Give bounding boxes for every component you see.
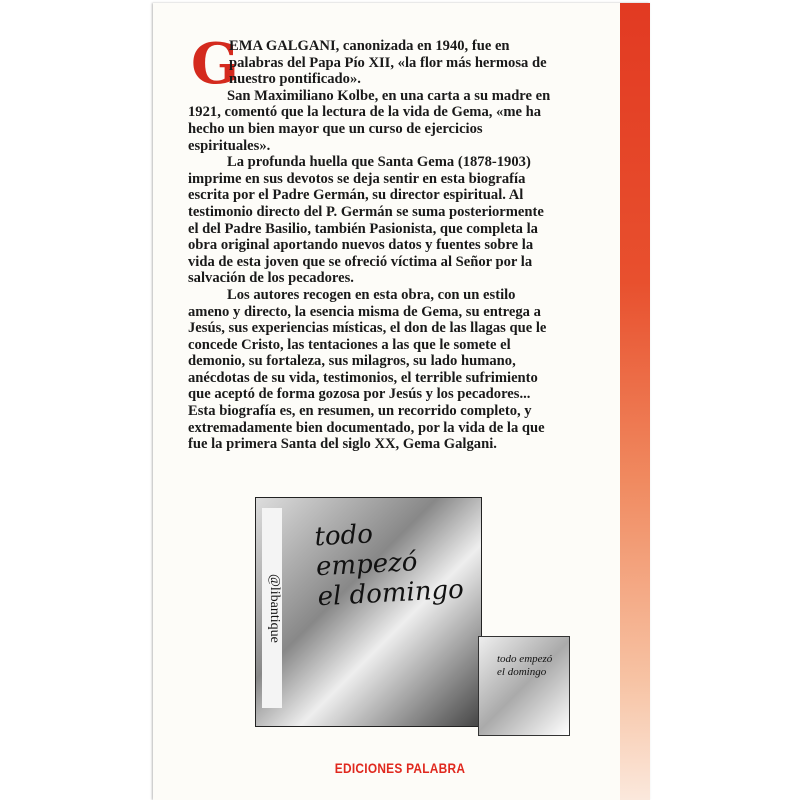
text-line: vida de esta joven que se ofreció víctima al Señor por la	[188, 253, 533, 270]
photo-sign-line-1: todo empezó	[313, 519, 419, 583]
text-line: testimonio directo del P. Germán se suma posteriormente	[188, 203, 544, 220]
text-line: demonio, su fortaleza, sus milagros, su lado humano,	[188, 353, 516, 370]
cover-photo	[255, 497, 482, 727]
drop-cap: G	[191, 31, 239, 97]
text-line: San Maximiliano Kolbe, en una carta a su madre en	[227, 87, 551, 104]
text-line: Los autores recogen en esta obra, con un estilo	[227, 286, 516, 303]
photo-sign-inset-line-1: todo empezó	[497, 653, 553, 665]
text-line: espirituales».	[188, 137, 271, 154]
text-line: anécdotas de su vida, testimonios, el terrible sufrimiento	[188, 369, 538, 386]
text-line: Jesús, sus experiencias místicas, el don de las llagas que le	[188, 320, 547, 337]
text-line: hecho un bien mayor que un curso de ejercicios	[188, 120, 483, 137]
text-line: La profunda huella que Santa Gema (1878-1903)	[227, 154, 531, 171]
text-line: extremadamente bien documentado, por la vida de la que	[188, 419, 545, 436]
text-line: nuestro pontificado».	[229, 71, 361, 88]
text-line: concede Cristo, las tentaciones a las que le somete el	[188, 336, 511, 353]
publisher-name: EDICIONES PALABRA	[334, 760, 466, 776]
text-line: 1921, comentó que la lectura de la vida de Gema, «me ha	[188, 104, 542, 121]
cover-photo-inset	[478, 636, 570, 736]
photo-sign	[314, 514, 482, 613]
photo-sign-line-2: el domingo	[316, 574, 465, 613]
text-line: fue la primera Santa del siglo XX, Gema Galgani.	[188, 436, 497, 453]
text-line: EMA GALGANI, canonizada en 1940, fue en	[229, 38, 510, 54]
blurb-text	[188, 31, 608, 453]
text-line: que aceptó de forma gozosa por Jesús y los pecadores...	[188, 386, 531, 403]
text-line: escrita por el Padre Germán, su director espiritual. Al	[188, 187, 524, 204]
text-line: Esta biografía es, en resumen, un recorrido completo, y	[188, 403, 532, 420]
spine-color-strip	[620, 3, 650, 800]
text-line: el del Padre Basilio, también Pasionista, que completa la	[188, 220, 538, 237]
text-line: palabras del Papa Pío XII, «la flor más hermosa de	[229, 54, 547, 71]
text-line: imprime en sus devotos se deja sentir en esta biografía	[188, 170, 526, 187]
text-line: obra original aportando nuevos datos y fuentes sobre la	[188, 237, 534, 254]
photo-sign-inset	[497, 653, 552, 679]
text-line: salvación de los pecadores.	[188, 270, 354, 287]
watermark-text: @libantique	[262, 508, 282, 708]
text-line: ameno y directo, la esencia misma de Gema, su entrega a	[188, 303, 541, 320]
photo-sign-inset-line-2: el domingo	[497, 666, 547, 678]
